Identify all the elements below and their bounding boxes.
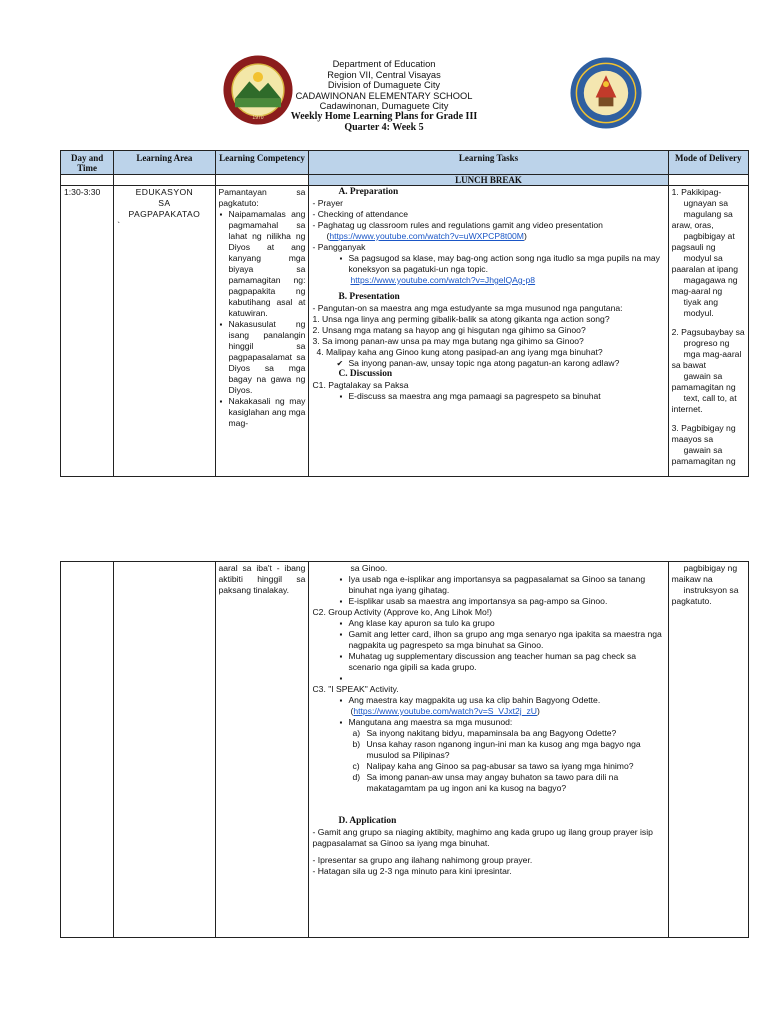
page-one — [0, 0, 768, 470]
mode-line: pagbibigay at — [683, 231, 735, 241]
task-line: - Hatagan sila ug 2-3 nga minuto para kini ipresintar. — [312, 866, 512, 876]
task-line: 2. Unsang mga matang sa hayop ang gi hisgutan nga gihimo sa Ginoo? — [312, 325, 586, 335]
table-row — [61, 562, 749, 938]
section-title: C. Discussion — [338, 369, 393, 379]
header-line: Division of Dumaguete City — [327, 80, 441, 91]
mode-line: magulang sa — [683, 209, 733, 219]
task-bullet: ▪ Muhatag ug supplementary discussion ang teacher human sa pag check sa scenario nga gipili sa kada grupo. — [312, 651, 664, 673]
competency-intro: Pamantayan sa pagkatuto: — [218, 187, 306, 208]
task-line: - Prayer — [312, 198, 344, 208]
mode-line: text, call to, at — [683, 393, 737, 403]
question-text: Nalipay kaha ang Ginoo sa pag-abusar sa tawo sa iyang mga hinimo? — [366, 761, 634, 771]
mode-line: modyul. — [683, 308, 714, 318]
question-item — [312, 761, 664, 772]
section-title: D. Application — [338, 816, 397, 826]
col-header-tasks: Learning Tasks — [309, 151, 668, 175]
question-text: Sa inyong nakitang bidyu, mapaminsala ba ang Bagyong Odette? — [366, 728, 617, 738]
learning-area-cell — [114, 186, 215, 477]
division-seal-logo — [569, 56, 643, 130]
question-item — [312, 772, 664, 794]
quarter-label: Quarter 4: Week 5 — [344, 121, 424, 133]
task-line: C1. Pagtalakay sa Paksa — [312, 380, 409, 390]
competency-item: ▪ Nakasusulat ng isang panalangin hinggil sa pagpapasalamat sa Diyos sa mga bagay na gawa ng Diyos. — [229, 319, 306, 396]
lunch-break-label: LUNCH BREAK — [309, 175, 668, 186]
question-text: Sa imong panan-aw unsa may angay buhaton sa tawo para dili na makatagamtam pa ug ingon ani ka kusog na bagyo? — [366, 772, 619, 793]
mode-line: maayos sa — [671, 434, 714, 444]
mode-line: pagkatuto. — [671, 596, 712, 606]
mode-line: internet. — [671, 404, 703, 414]
mode-line: paaralan at ipang — [671, 264, 738, 274]
mode-line: ugnayan sa — [683, 198, 729, 208]
task-line: 1. Unsa nga linya ang perming gibalik-balik sa atong gikanta nga action song? — [312, 314, 610, 324]
task-line: - Pangutan-on sa maestra ang mga estudyante sa mga musunod nga pangutana: — [312, 303, 623, 313]
task-bullet — [312, 673, 664, 684]
mode-line: gawain sa — [683, 445, 723, 455]
competency-cell — [215, 186, 309, 477]
task-line: C3. "I SPEAK" Activity. — [312, 684, 399, 694]
task-bullet: ▪ Gamit ang letter card, ilhon sa grupo ang mga senaryo nga ipakita sa maestra nga nagpakita ug pagrespeto sa mga binuhat sa Ginoo. — [312, 629, 664, 651]
task-bullet: ▪ Ang maestra kay magpakita ug usa ka clip bahin Bagyong Odette. — [312, 695, 664, 706]
task-bullet: ▪ E-discuss sa maestra ang mga pamaagi sa pagrespeto sa binuhat — [312, 391, 664, 402]
question-item — [312, 728, 664, 739]
area-line: EDUKASYON — [135, 187, 194, 197]
task-bullet: ▪ E-isplikar usab sa maestra ang importansya sa pag-ampo sa Ginoo. — [312, 596, 664, 607]
competency-cell — [215, 562, 309, 938]
mode-line: pamamagitan ng — [671, 382, 736, 392]
question-text: Unsa kahay rason nganong ingun-ini man ka kusog ang mga bagyo nga musulod sa Pilipinas? — [366, 739, 641, 760]
task-line: 4. Malipay kaha ang Ginoo kung atong pasipad-an ang iyang mga binuhat? — [316, 347, 603, 357]
task-line: sa Ginoo. — [350, 563, 388, 573]
task-bullet: ▪ Ang klase kay apuron sa tulo ka grupo — [312, 618, 664, 629]
lesson-plan-table — [60, 150, 749, 477]
svg-text:1970: 1970 — [252, 114, 264, 121]
header-line: Department of Education — [332, 59, 436, 69]
mode-line: progreso ng — [683, 338, 730, 348]
mode-line: gawain sa — [683, 371, 723, 381]
task-bullet: ▪ Mangutana ang maestra sa mga musunod: — [312, 717, 664, 728]
mode-line: 3. Pagbibigay ng — [671, 423, 736, 433]
table-row — [61, 186, 749, 477]
task-bullet: ▪ Sa pagsugod sa klase, may bag-ong action song nga itudlo sa mga pupils na may koneksyon sa pagatuki-un nga topic. — [312, 253, 664, 275]
question-letter: b) — [352, 739, 361, 749]
mode-line: araw, oras, — [671, 220, 714, 230]
question-letter: c) — [352, 761, 360, 771]
mode-line: modyul sa — [683, 253, 723, 263]
header-line: CADAWINONAN ELEMENTARY SCHOOL — [295, 90, 473, 101]
table-header-row — [61, 151, 749, 175]
task-line: - Ipresentar sa grupo ang ilahang nahimong group prayer. — [312, 855, 533, 865]
question-letter: a) — [352, 728, 361, 738]
document-header — [260, 59, 508, 133]
col-header-competency: Learning Competency — [215, 151, 309, 175]
col-header-mode: Mode of Delivery — [668, 151, 748, 175]
lunch-break-row — [61, 175, 749, 186]
video-link[interactable]: https://www.youtube.com/watch?v=uWXPCP8t00M — [329, 231, 524, 241]
mode-line: pamamagitan ng — [671, 456, 736, 466]
mode-line: maikaw na — [671, 574, 713, 584]
task-bullet: ▪ Iya usab nga e-isplikar ang importansya sa pagpasalamat sa Ginoo sa tanang binuhat nga iyang gihatag. — [312, 574, 664, 596]
mode-line: mga mag-aaral — [683, 349, 742, 359]
time-cell: 1:30-3:30 — [61, 186, 114, 477]
mode-line: pagsauli ng — [671, 242, 716, 252]
competency-item: ▪ Naipamamalas ang pagmamahal sa lahat ng nilikha ng Diyos at ang kanyang mga biyaya sa pamamagitan ng: pagpapakita ng kabutihang asal at katuwiran. — [229, 209, 306, 319]
mode-line: tiyak ang — [683, 297, 718, 307]
mode-line: pagbibigay ng — [683, 563, 738, 573]
task-line: C2. Group Activity (Approve ko, Ang Lihok Mo!) — [312, 607, 493, 617]
plan-title: Weekly Home Learning Plans for Grade III — [290, 110, 478, 122]
lesson-plan-table-continued — [60, 561, 749, 938]
mode-line: mag-aaral ng — [671, 286, 723, 296]
section-title: B. Presentation — [338, 292, 400, 302]
mode-line: sa bawat — [671, 360, 706, 370]
mode-line: 1. Pakikipag- — [671, 187, 722, 197]
competency-continued: aaral sa iba't - ibang aktibiti hinggil sa paksang tinalakay. — [218, 563, 306, 595]
area-line: PAGPAPAKATAO — [128, 209, 201, 219]
task-line: - Pangganyak — [312, 242, 366, 252]
mode-line: instruksyon sa — [683, 585, 739, 595]
tasks-cell: sa Ginoo. ▪ Iya usab nga e-isplikar ang importansya sa pagpasalamat sa Ginoo sa tanang binuhat nga iyang gihatag. ▪ E-isplikar usab sa maestra ang importansya sa pag-ampo sa Ginoo. C2. Group Activity (Approve ko, Ang Lihok Mo!) ▪ Ang klase kay apuron sa tulo ka grupo ▪ Gamit ang letter card, ilhon sa grupo ang mga senaryo nga ipakita sa maestra nga nagpakita ug pagrespeto sa mga binuhat sa Ginoo. ▪ Muhatag ug supplementary discussion ang teacher human sa pag check sa scenario nga gipili sa kada grupo. ▪ C3. "I SPEAK" Activity. ▪ Ang maestra kay magpakita ug usa ka clip bahin Bagyong Odette. (https://www.youtube.com/watch?v=S_VJxt2j_zU) ▪ Mangutana ang maestra sa mga musunod: a) Sa inyong nakitang bidyu, mapaminsala ba ang Bagyong Odette? b) Unsa kahay rason nganong ingun-ini man ka kusog ang mga bagyo nga musulod sa Pilipinas? c) Nalipay kaha ang Ginoo sa pag-abusar sa tawo sa iyang mga hinimo? d) Sa imong panan-aw unsa may angay buhaton sa tawo para dili na makatagamtam pa ug ingon ani ka kusog na bagyo? D. Application - Gamit ang grupo sa niaging aktibity, maghimo ang kada grupo ug ilang group prayer isip pagpasalamat sa Ginoo sa iyang mga binuhat. - Ipresentar sa grupo ang ilahang nahimong group prayer. - Hatagan sila ug 2-3 nga minuto para kini ipresintar. — [309, 562, 668, 938]
header-line: Region VII, Central Visayas — [327, 69, 441, 80]
area-line: SA — [158, 198, 171, 208]
mode-line: magagawa ng — [683, 275, 738, 285]
area-mark: ` — [117, 220, 121, 230]
mode-cell — [668, 186, 748, 477]
mode-line: 2. Pagsubaybay sa — [671, 327, 745, 337]
col-header-area: Learning Area — [114, 151, 215, 175]
mode-cell — [668, 562, 748, 938]
task-line: 3. Sa imong panan-aw unsa pa may mga butang nga gihimo sa Ginoo? — [312, 336, 584, 346]
check-item: ✔ Sa inyong panan-aw, unsay topic nga atong pagatun-an karong adlaw? — [312, 358, 664, 369]
task-line: - Checking of attendance — [312, 209, 408, 219]
section-title: A. Preparation — [338, 187, 399, 197]
tasks-cell: A. Preparation - Prayer - Checking of attendance - Paghatag ug classroom rules and regulations gamit ang video presentation (https://www.youtube.com/watch?v=uWXPCP8t00M) - Pangganyak ▪ Sa pagsugod sa klase, may bag-ong action song nga itudlo sa mga pupils na may koneksyon sa pagatuki-un nga topic. https://www.youtube.com/watch?v=JhgelQAg-p8 B. Presentation - Pangutan-on sa maestra ang mga estudyante sa mga musunod nga pangutana: 1. Unsa nga linya ang perming gibalik-balik sa atong gikanta nga action song? 2. Unsang mga matang sa hayop ang gi hisgutan nga gihimo sa Ginoo? 3. Sa imong panan-aw unsa pa may mga butang nga gihimo sa Ginoo? 4. Malipay kaha ang Ginoo kung atong pasipad-an ang iyang mga binuhat? ✔ Sa inyong panan-aw, unsay topic nga atong pagatun-an karong adlaw? C. Discussion C1. Pagtalakay sa Paksa ▪ E-discuss sa maestra ang mga pamaagi sa pagrespeto sa binuhat — [309, 186, 668, 477]
col-header-day: Day and Time — [61, 151, 114, 175]
task-line: - Gamit ang grupo sa niaging aktibity, maghimo ang kada grupo ug ilang group prayer isip pagpasalamat sa Ginoo sa iyang mga binuhat. — [312, 827, 653, 848]
task-line: - Paghatag ug classroom rules and regulations gamit ang video presentation — [312, 220, 603, 230]
competency-item: ▪ Nakakasali ng may kasiglahan ang mga mag- — [229, 396, 306, 429]
video-link[interactable]: https://www.youtube.com/watch?v=S_VJxt2j_zU — [353, 706, 537, 716]
header-line: Cadawinonan, Dumaguete City — [319, 101, 449, 112]
video-link[interactable]: https://www.youtube.com/watch?v=JhgelQAg-p8 — [350, 275, 536, 285]
question-item — [312, 739, 664, 761]
question-letter: d) — [352, 772, 361, 782]
